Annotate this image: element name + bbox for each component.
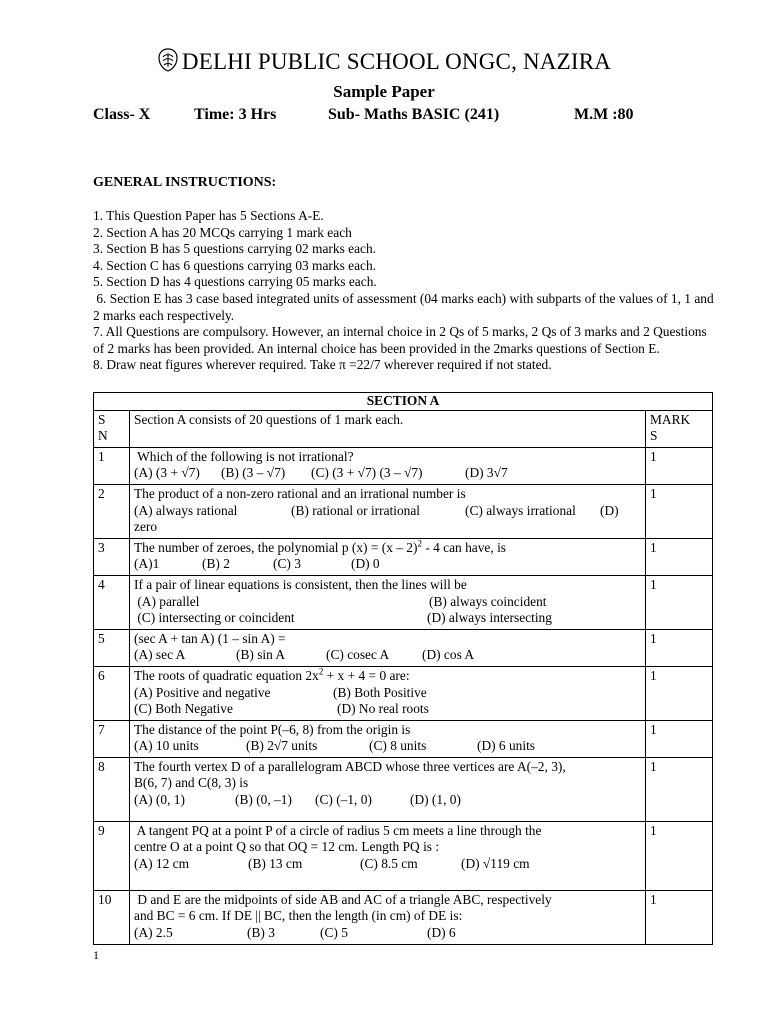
col-marks-header — [646, 410, 713, 447]
instruction-item: 2. Section A has 20 MCQs carrying 1 mark each — [93, 224, 352, 240]
option: (B) 13 cm — [248, 856, 303, 872]
question-number: 2 — [94, 484, 130, 538]
option: (C) intersecting or coincident — [134, 610, 295, 626]
question-marks: 1 — [646, 666, 713, 720]
question-row — [94, 538, 713, 575]
col-sn-line: N — [98, 428, 108, 444]
questions-table — [93, 392, 713, 945]
option: (B) (0, –1) — [235, 792, 292, 808]
option: (C) (–1, 0) — [315, 792, 372, 808]
question-number: 6 — [94, 666, 130, 720]
question-marks: 1 — [646, 575, 713, 629]
option: (D) (1, 0) — [410, 792, 461, 808]
question-options — [134, 701, 641, 718]
header-row — [94, 410, 713, 447]
question-body — [130, 821, 646, 890]
col-marks-line: MARK — [650, 411, 691, 427]
question-options — [134, 556, 641, 573]
question-marks: 1 — [646, 757, 713, 821]
option: (B) (3 – √7) — [221, 465, 286, 481]
question-options — [134, 610, 641, 627]
question-text: B(6, 7) and C(8, 3) is — [134, 775, 249, 791]
option: (B) 2 — [202, 556, 230, 572]
option: (D) 0 — [351, 556, 380, 572]
instruction-item: 5. Section D has 4 questions carrying 05 marks each. — [93, 274, 377, 290]
question-row — [94, 575, 713, 629]
time-label: Time: 3 Hrs — [194, 106, 277, 123]
question-options — [134, 594, 641, 611]
instruction-item: 8. Draw neat figures wherever required. Take π =22/7 wherever required if not stated. — [93, 357, 552, 373]
option: (B) sin A — [236, 647, 286, 663]
question-marks: 1 — [646, 720, 713, 757]
option: (C) always irrational — [465, 502, 576, 518]
question-text: A tangent PQ at a point P of a circle of radius 5 cm meets a line through the — [134, 822, 542, 838]
option: (B) always coincident — [429, 593, 547, 609]
question-row — [94, 720, 713, 757]
option: (C) 8 units — [369, 738, 427, 754]
section-description: Section A consists of 20 questions of 1 mark each. — [130, 410, 646, 447]
question-marks: 1 — [646, 821, 713, 890]
question-text: D and E are the midpoints of side AB and AC of a triangle ABC, respectively — [134, 891, 552, 907]
option: (D) √119 cm — [461, 856, 530, 872]
question-marks: 1 — [646, 890, 713, 944]
question-row — [94, 821, 713, 890]
instructions-list — [93, 208, 718, 374]
option: (A) (3 + √7) — [134, 465, 200, 481]
question-text-part: The number of zeroes, the polynomial p (x) = (x – 2) — [134, 539, 418, 555]
instructions-heading: GENERAL INSTRUCTIONS: — [93, 175, 277, 190]
option: (A) always rational — [134, 502, 238, 518]
question-text — [134, 668, 641, 685]
page-number: 1 — [93, 948, 99, 962]
exponent: 2 — [417, 538, 422, 549]
option: (D) No real roots — [337, 701, 429, 717]
question-text: (sec A + tan A) (1 – sin A) = — [134, 630, 286, 646]
question-number: 9 — [94, 821, 130, 890]
question-text-part: - 4 can have, is — [421, 539, 507, 555]
question-body — [130, 629, 646, 666]
col-sn-line: S — [98, 411, 106, 427]
option: (A) (0, 1) — [134, 792, 185, 808]
question-number: 3 — [94, 538, 130, 575]
question-body — [130, 447, 646, 484]
instruction-item: 6. Section E has 3 case based integrated units of assessment (04 marks each) with subparts of the values of 1, 1 and 2 marks each respectively. — [93, 290, 718, 323]
option: (C) cosec A — [326, 647, 390, 663]
option: (C) 3 — [273, 556, 301, 572]
question-text: Which of the following is not irrational? — [134, 448, 354, 464]
option: (A) sec A — [134, 647, 186, 663]
question-row — [94, 484, 713, 538]
question-body — [130, 538, 646, 575]
question-options — [134, 925, 641, 942]
question-text: The fourth vertex D of a parallelogram ABCD whose three vertices are A(–2, 3), — [134, 758, 566, 774]
question-text: The product of a non-zero rational and an irrational number is — [134, 485, 466, 501]
col-marks-line: S — [650, 428, 658, 444]
question-body — [130, 666, 646, 720]
question-row — [94, 629, 713, 666]
question-options — [134, 856, 641, 873]
option: (D) 6 — [427, 925, 456, 941]
paper-title: Sample Paper — [333, 82, 435, 101]
question-number: 8 — [94, 757, 130, 821]
class-label: Class- X — [93, 106, 151, 123]
option: (A) 2.5 — [134, 925, 173, 941]
instruction-item: 4. Section C has 6 questions carrying 03 marks each. — [93, 257, 377, 273]
option: (C) 5 — [320, 925, 348, 941]
question-options — [134, 738, 641, 755]
question-text-continued: zero — [134, 519, 158, 535]
option: (D) 3√7 — [465, 465, 508, 481]
question-text-part: + x + 4 = 0 are: — [323, 667, 410, 683]
school-title: DELHI PUBLIC SCHOOL ONGC, NAZIRA — [181, 49, 612, 74]
option: (A)1 — [134, 556, 160, 572]
question-options — [134, 792, 641, 809]
option: (A) 12 cm — [134, 856, 190, 872]
question-body — [130, 720, 646, 757]
instruction-item: 1. This Question Paper has 5 Sections A-E. — [93, 208, 324, 223]
section-title-row — [94, 393, 713, 411]
question-options — [134, 465, 641, 482]
section-title: SECTION A — [94, 393, 713, 411]
question-options — [134, 503, 641, 520]
question-text — [134, 540, 641, 557]
question-body — [130, 484, 646, 538]
question-number: 1 — [94, 447, 130, 484]
option: (B) rational or irrational — [291, 502, 421, 518]
option: (A) 10 units — [134, 738, 199, 754]
question-row — [94, 757, 713, 821]
option: (D) — [600, 502, 619, 518]
question-marks: 1 — [646, 447, 713, 484]
question-number: 5 — [94, 629, 130, 666]
question-row — [94, 447, 713, 484]
question-number: 10 — [94, 890, 130, 944]
question-text: and BC = 6 cm. If DE || BC, then the length (in cm) of DE is: — [134, 908, 463, 924]
col-sn-header — [94, 410, 130, 447]
question-marks: 1 — [646, 538, 713, 575]
option: (B) Both Positive — [333, 684, 427, 700]
question-text: The distance of the point P(–6, 8) from the origin is — [134, 721, 411, 737]
instruction-item: 7. All Questions are compulsory. However, an internal choice in 2 Qs of 5 marks, 2 Qs of 3 marks and 2 Questions of 2 marks has been provided. An internal choice has been provided in the 2marks questions of Section E. — [93, 324, 707, 356]
option: (C) (3 + √7) (3 – √7) — [311, 465, 423, 481]
question-row — [94, 890, 713, 944]
option: (B) 3 — [247, 925, 275, 941]
option: (C) 8.5 cm — [360, 856, 418, 872]
question-number: 4 — [94, 575, 130, 629]
exponent: 2 — [318, 666, 324, 677]
option: (D) always intersecting — [427, 610, 552, 626]
subject-label: Sub- Maths BASIC (241) — [328, 106, 500, 123]
question-body — [130, 890, 646, 944]
question-number: 7 — [94, 720, 130, 757]
question-text: centre O at a point Q so that OQ = 12 cm. Length PQ is : — [134, 839, 440, 855]
question-marks: 1 — [646, 629, 713, 666]
school-logo-icon — [157, 48, 179, 78]
question-body — [130, 757, 646, 821]
question-marks: 1 — [646, 484, 713, 538]
school-name — [0, 48, 768, 78]
question-body — [130, 575, 646, 629]
option: (D) 6 units — [477, 738, 536, 754]
instruction-item: 3. Section B has 5 questions carrying 02 marks each. — [93, 241, 377, 257]
question-text-part: The roots of quadratic equation 2x — [134, 667, 319, 683]
question-options — [134, 685, 641, 702]
option: (A) Positive and negative — [134, 684, 271, 700]
option: (C) Both Negative — [134, 701, 233, 717]
option: (D) cos A — [422, 647, 475, 663]
max-marks-label: M.M :80 — [574, 106, 634, 123]
option: (A) parallel — [134, 593, 200, 609]
question-options — [134, 647, 641, 664]
question-row — [94, 666, 713, 720]
option: (B) 2√7 units — [246, 738, 318, 754]
question-text: If a pair of linear equations is consistent, then the lines will be — [134, 576, 467, 592]
